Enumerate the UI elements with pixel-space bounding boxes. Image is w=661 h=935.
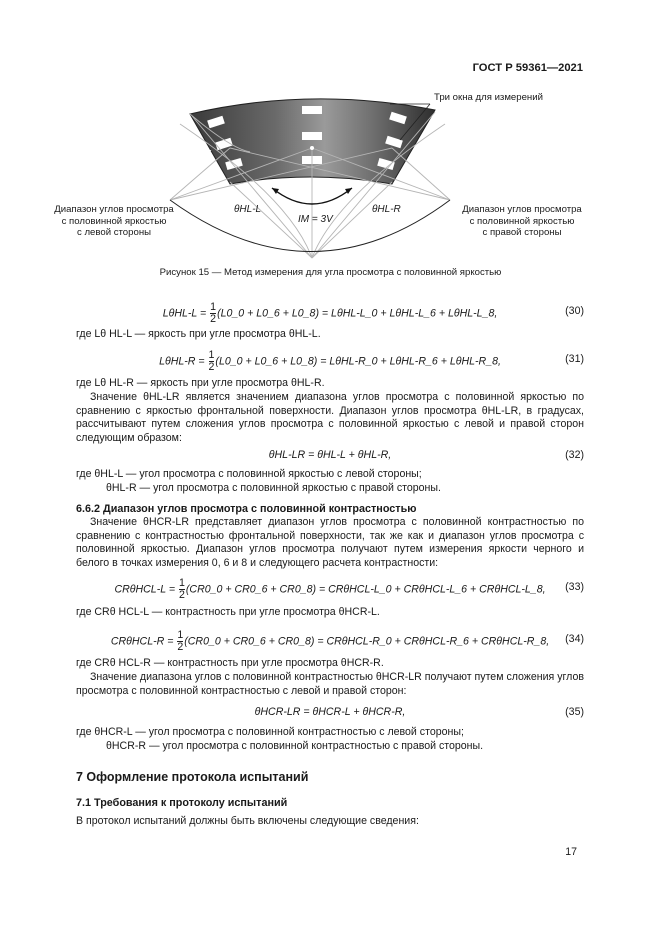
- page-number: 17: [565, 846, 577, 858]
- definition-33: где CRθ HCL-L — контрастность при угле просмотра θHCR-L.: [76, 606, 380, 618]
- paragraph-half-contrast: Значение θHCR-LR представляет диапазон углов просмотра с половинной контрастностью по сравнению с контрастностью фронтальной поверхности, так же как и диапазон углов просмотра с половинной яркостью. Диапазон углов просмотра получают путем измерения яркости черного и белого в точках измерения 0, 6 и 8 и следующего расчета контрастности:: [76, 516, 584, 569]
- label-left-range: Диапазон углов просмотра с половинной яркостью с левой стороны: [54, 204, 174, 238]
- label-theta-right: θHL-R: [372, 204, 401, 215]
- outer-arc: [170, 200, 450, 252]
- heading-7-1: 7.1 Требования к протоколу испытаний: [76, 797, 288, 809]
- document-id: ГОСТ Р 59361—2021: [472, 62, 583, 74]
- equation-31: LθHL-R = $\frac{1}{2}$ (L0_0 + L0_6 + L0_8) = LθHL-R_0 + LθHL-R_6 + LθHL-R_8, (31): [159, 349, 584, 373]
- heading-6-6-2: 6.6.2 Диапазон углов просмотра с половинной контрастностью: [76, 503, 417, 515]
- equation-34: CRθHCL-R = $\frac{1}{2}$ (CR0_0 + CR0_6 + CR0_8) = CRθHCL-R_0 + CRθHCL-R_6 + CRθHCL-R_8, (34): [110, 629, 584, 653]
- heading-7: 7 Оформление протокола испытаний: [76, 770, 309, 784]
- definition-30: где Lθ HL-L — яркость при угле просмотра θHL-L.: [76, 328, 321, 340]
- figure-caption: Рисунок 15 — Метод измерения для угла просмотра с половинной яркостью: [159, 267, 502, 278]
- callout-three-windows: Три окна для измерений: [434, 92, 543, 103]
- paragraph-report-info: В протокол испытаний должны быть включены следующие сведения:: [76, 815, 419, 827]
- label-im: IM = 3V: [298, 214, 333, 225]
- equation-30: LθHL-L = $\frac{1}{2}$ (L0_0 + L0_6 + L0_8) = LθHL-L_0 + LθHL-L_6 + LθHL-L_8, (30): [162, 301, 584, 325]
- paragraph-half-luminance: Значение θHL-LR является значением диапазона углов просмотра с половинной яркостью по сравнению с яркостью фронтальной поверхности. Диапазон углов просмотра θHL-LR, в градусах, рассчитывают путем сложения углов просмотра с половинной яркостью с левой и правой сторон следующим образом:: [76, 391, 584, 444]
- where-32-right: θHL-R — угол просмотра с половинной яркостью с правой стороны.: [106, 482, 441, 494]
- definition-31: где Lθ HL-R — яркость при угле просмотра θHL-R.: [76, 377, 325, 389]
- where-32-left: где θHL-L — угол просмотра с половинной яркостью с левой стороны;: [76, 468, 422, 480]
- label-right-range: Диапазон углов просмотра с половинной яркостью с правой стороны: [462, 204, 582, 238]
- equation-35: θHCR-LR = θHCR-L + θHCR-R, (35): [254, 706, 584, 718]
- where-35-right: θHCR-R — угол просмотра с половинной контрастностью с правой стороны.: [106, 740, 484, 752]
- figure-viewing-angle-diagram: [40, 88, 600, 266]
- definition-34: где CRθ HCL-R — контрастность при угле просмотра θHCR-R.: [76, 657, 384, 669]
- window-markers: [206, 150, 211, 154]
- equation-32: θHL-LR = θHL-L + θHL-R, (32): [268, 449, 584, 461]
- equation-33: CRθHCL-L = $\frac{1}{2}$ (CR0_0 + CR0_6 + CR0_8) = CRθHCL-L_0 + CRθHCL-L_6 + CRθHCL-L_8, (33): [114, 577, 584, 601]
- where-35-left: где θHCR-L — угол просмотра с половинной контрастностью с левой стороны;: [76, 726, 464, 738]
- label-theta-left: θHL-L: [234, 204, 262, 215]
- paragraph-contrast-range: Значение диапазона углов с половинной контрастностью θHCR-LR получают путем сложения углов просмотра с половинной контрастностью с левой и правой сторон:: [76, 671, 584, 697]
